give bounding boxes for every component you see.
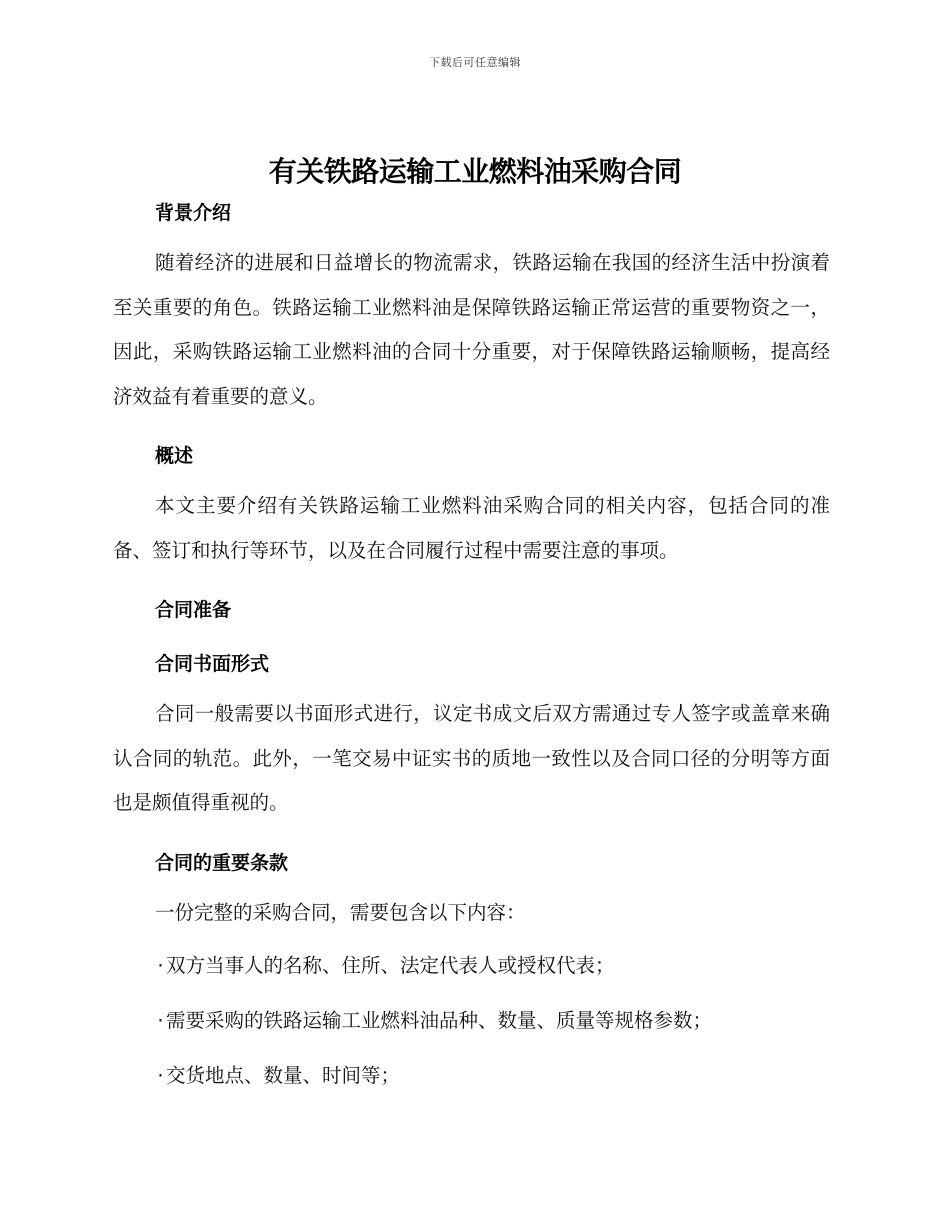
list-item-text: 需要采购的铁路运输工业燃料油品种、数量、质量等规格参数； — [166, 1009, 713, 1032]
section-heading-preparation: 合同准备 — [155, 599, 232, 621]
bullet-marker: · — [157, 1064, 164, 1087]
key-terms-intro: 一份完整的采购合同，需要包含以下内容： — [155, 900, 526, 924]
list-item — [113, 999, 830, 1043]
overview-paragraph: 本文主要介绍有关铁路运输工业燃料油采购合同的相关内容，包括合同的准备、签订和执行等环节，以及在合同履行过程中需要注意的事项。 — [113, 494, 830, 562]
document-title: 有关铁路运输工业燃料油采购合同 — [268, 155, 682, 188]
bullet-marker: · — [157, 954, 164, 977]
section-heading-overview: 概述 — [155, 445, 194, 467]
list-item — [113, 944, 830, 988]
written-form-paragraph: 合同一般需要以书面形式进行，议定书成文后双方需通过专人签字或盖章来确认合同的轨范。此外，一笔交易中证实书的质地一致性以及合同口径的分明等方面也是颇值得重视的。 — [113, 702, 830, 814]
background-paragraph: 随着经济的进展和日益增长的物流需求，铁路运输在我国的经济生活中扮演着至关重要的角色。铁路运输工业燃料油是保障铁路运输正常运营的重要物资之一，因此，采购铁路运输工业燃料油的合同十分重要，对于保障铁路运输顺畅，提高经济效益有着重要的意义。 — [113, 251, 830, 408]
list-item-text: 交货地点、数量、时间等； — [166, 1064, 401, 1087]
section-heading-key-terms: 合同的重要条款 — [155, 851, 289, 874]
section-heading-written-form: 合同书面形式 — [155, 653, 270, 675]
document-body — [113, 196, 830, 1098]
section-heading-background: 背景介绍 — [155, 202, 232, 224]
list-item — [113, 1054, 830, 1098]
bullet-marker: · — [157, 1009, 164, 1032]
header-note: 下载后可任意编辑 — [429, 56, 521, 69]
list-item-text: 双方当事人的名称、住所、法定代表人或授权代表； — [166, 954, 615, 977]
